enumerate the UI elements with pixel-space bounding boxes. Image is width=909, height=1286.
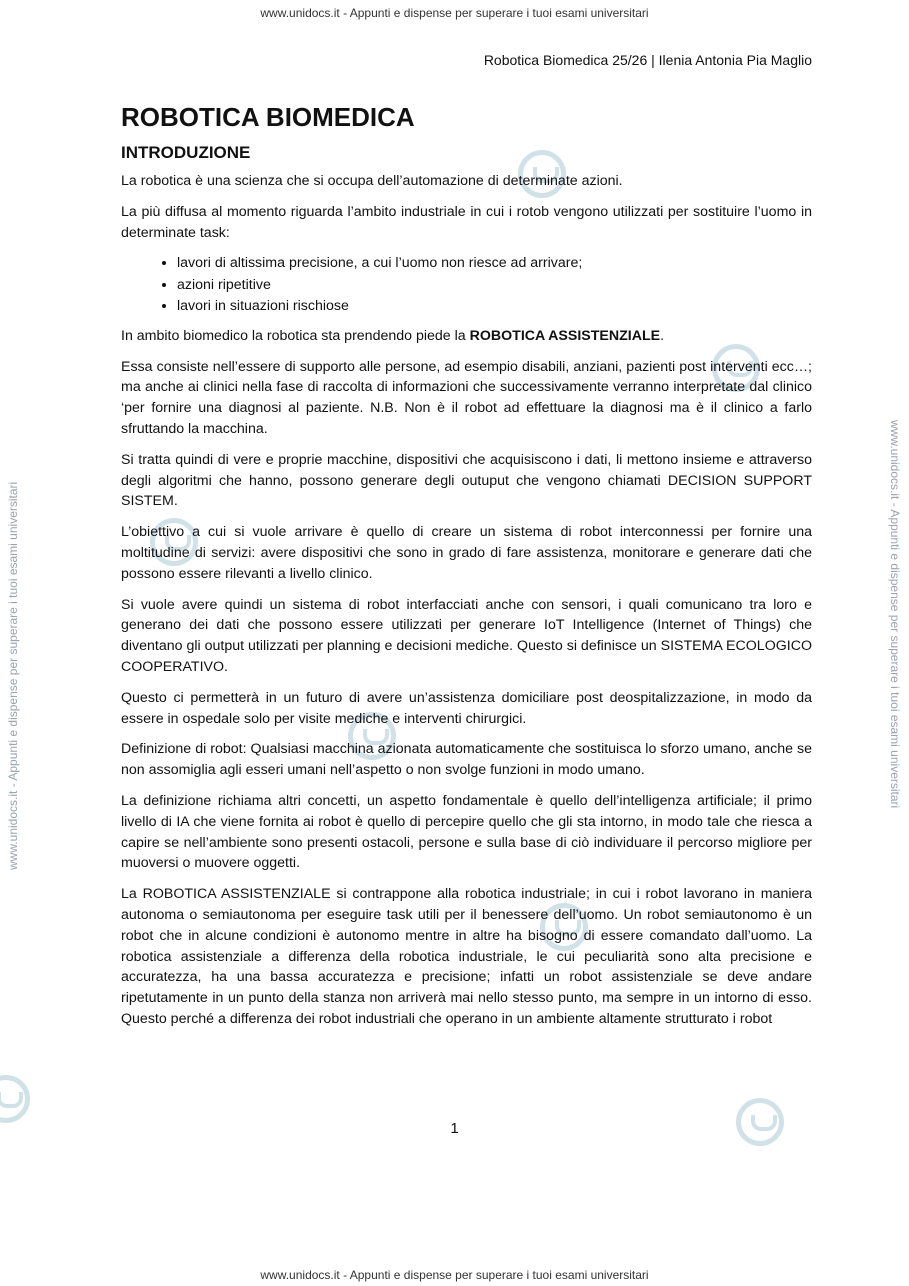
paragraph-8: Questo ci permetterà in un futuro di avere un’assistenza domiciliare post deospitalizzazione, in modo da essere in ospedale solo per visite mediche e interventi chirurgici. [121,689,812,727]
document-body [121,102,812,1040]
page-number: 1 [450,1120,459,1137]
paragraph-3-text: In ambito biomedico la robotica sta prendendo piede la [121,327,470,344]
list-item: • lavori in situazioni rischiose [177,296,812,318]
paragraph-5: Si tratta quindi di vere e proprie macchine, dispositivi che acquisiscono i dati, li mettono insieme e attraverso degli algoritmi che hanno, possono generare degli outuput che vengono chiamati DECISION SUPPORT SISTEM. [121,451,812,510]
document-title: ROBOTICA BIOMEDICA [121,102,415,132]
watermark-left: www.unidocs.it - Appunti e dispense per superare i tuoi esami universitari [6,481,20,870]
watermark-bottom: www.unidocs.it - Appunti e dispense per superare i tuoi esami universitari [260,1268,649,1282]
unidocs-logo-icon [0,1075,30,1123]
list-item: • lavori di altissima precisione, a cui l’uomo non riesce ad arrivare; [177,253,812,275]
paragraph-3-end: . [660,327,665,344]
task-list [121,253,812,318]
paragraph-7: Si vuole avere quindi un sistema di robot interfacciati anche con sensori, i quali comunicano tra loro e generano dei dati che possono essere utilizzati per generare IoT Intelligence (Internet of Things) che diventano gli output utilizzati per planning e decisioni mediche. Questo si definisce un SISTEMA ECOLOGICO COOPERATIVO. [121,596,812,676]
paragraph-2: La più diffusa al momento riguarda l’ambito industriale in cui i rotob vengono utilizzati per sostituire l’uomo in determinate task: [121,203,812,241]
section-heading: INTRODUZIONE [121,143,251,162]
watermark-right: www.unidocs.it - Appunti e dispense per superare i tuoi esami universitari [888,420,902,809]
paragraph-4: Essa consiste nell’essere di supporto alle persone, ad esempio disabili, anziani, pazienti post interventi ecc…; ma anche ai clinici nella fase di raccolta di informazioni che successivamente verranno interpretate dal clinico ‘per fornire una diagnosi al paziente. N.B. Non è il robot ad effettuare la diagnosi ma è il clinico a farlo sfruttando la macchina. [121,358,812,438]
running-header: Robotica Biomedica 25/26 | Ilenia Antonia Pia Maglio [483,52,812,68]
paragraph-9: Definizione di robot: Qualsiasi macchina azionata automaticamente che sostituisca lo sforzo umano, anche se non assomiglia agli esseri umani nell’aspetto o non svolge funzioni in modo umano. [121,741,812,779]
paragraph-1: La robotica è una scienza che si occupa dell’automazione di determinate azioni. [121,173,623,189]
paragraph-6: L’obiettivo a cui si vuole arrivare è quello di creare un sistema di robot interconnessi per fornire una moltitudine di servizi: avere dispositivi che sono in grado di fare assistenza, monitorare e generare dati che possono essere rilevanti a livello clinico. [121,524,812,582]
paragraph-3 [121,326,812,347]
watermark-top: www.unidocs.it - Appunti e dispense per superare i tuoi esami universitari [260,6,649,20]
list-item: • azioni ripetitive [177,275,812,297]
paragraph-11: La ROBOTICA ASSISTENZIALE si contrappone alla robotica industriale; in cui i robot lavorano in maniera autonoma o semiautonoma per eseguire task utili per il benessere dell’uomo. Un robot semiautonomo è un robot che in alcune condizioni è autonomo mentre in altre ha bisogno di essere comandato dall’uomo. La robotica assistenziale a differenza della robotica industriale, le cui peculiarità sono alta precisione e accuratezza, ha una bassa accuratezza e precisione; infatti un robot assistenziale se deve andare ripetutamente in un punto della stanza non arriverà mai nello stesso punto, ma sempre in un intorno di esso. Questo perché a differenza dei robot industriali che operano in un ambiente altamente strutturato i robot [121,886,812,1027]
paragraph-10: La definizione richiama altri concetti, un aspetto fondamentale è quello dell’intelligenza artificiale; il primo livello di IA che viene fornita ai robot è quello di percepire quello che gli sta intorno, in modo tale che riesca a capire se nell’ambiente sono presenti ostacoli, persone e sulla base di ciò individuare il percorso migliore per muoversi o muovere oggetti. [121,793,812,872]
paragraph-3-bold: ROBOTICA ASSISTENZIALE [469,327,661,344]
